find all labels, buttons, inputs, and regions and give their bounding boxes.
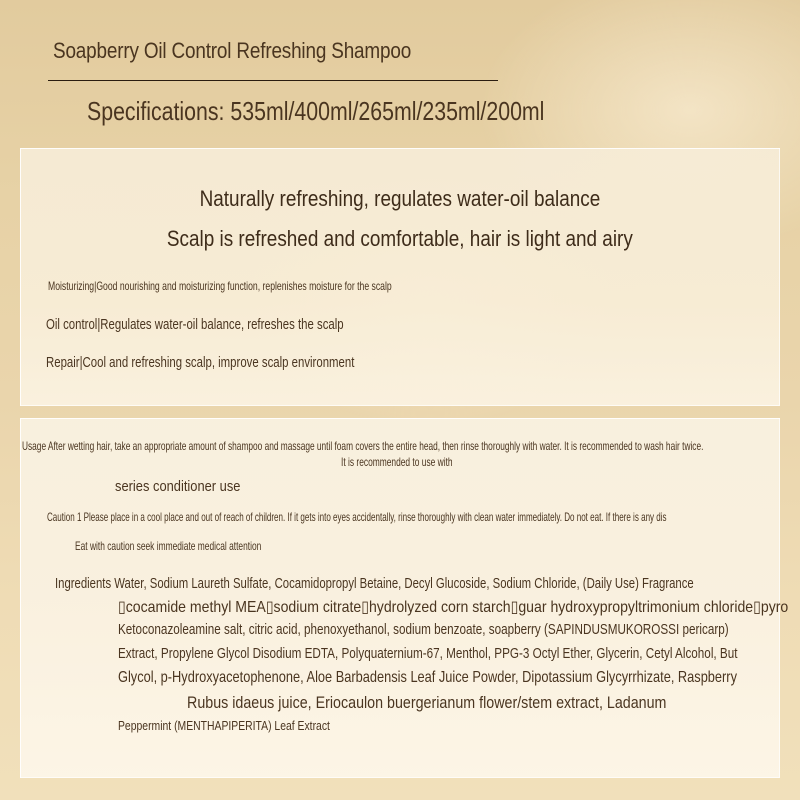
specifications-line bbox=[87, 96, 645, 127]
ingredients-line-6 bbox=[187, 693, 758, 713]
usage-text: series conditioner use bbox=[115, 478, 241, 495]
usage-text: Usage After wetting hair, take an appropriate amount of shampoo and massage until foam covers the entire head, then rinse thoroughly with water. It is recommended to wash hair twice. bbox=[22, 439, 704, 453]
ingredients-text: Extract, Propylene Glycol Disodium EDTA, Polyquaternium-67, Menthol, PPG-3 Octyl Ether, Glycerin, Cetyl Alcohol, But bbox=[118, 645, 738, 662]
ingredients-line-4 bbox=[118, 645, 800, 662]
usage-text: It is recommended to use with bbox=[341, 455, 453, 469]
ingredients-line-1 bbox=[55, 575, 800, 592]
benefits-subheadline bbox=[0, 226, 800, 252]
ingredients-line-7 bbox=[118, 718, 383, 733]
feature-text: Oil control|Regulates water-oil balance, refreshes the scalp bbox=[46, 316, 344, 333]
feature-text: Repair|Cool and refreshing scalp, improve scalp environment bbox=[46, 354, 355, 371]
usage-line-2 bbox=[341, 455, 500, 469]
feature-oil-control bbox=[46, 316, 438, 333]
benefits-headline bbox=[0, 186, 800, 212]
caution-line-1 bbox=[47, 510, 800, 524]
usage-line-1 bbox=[22, 439, 800, 453]
product-title bbox=[53, 38, 469, 64]
feature-text: Moisturizing|Good nourishing and moisturizing function, replenishes moisture for the scalp bbox=[48, 279, 392, 293]
ingredients-text: Peppermint (MENTHAPIPERITA) Leaf Extract bbox=[118, 718, 330, 733]
usage-line-3 bbox=[115, 478, 261, 495]
title-underline-divider bbox=[48, 80, 498, 81]
benefits-headline-text: Naturally refreshing, regulates water-oil balance bbox=[199, 186, 601, 211]
ingredients-line-3 bbox=[118, 621, 800, 638]
ingredients-text: Ingredients Water, Sodium Laureth Sulfate, Cocamidopropyl Betaine, Decyl Glucoside, Sodium Chloride, (Daily Use) Fragrance bbox=[55, 575, 694, 592]
product-title-text: Soapberry Oil Control Refreshing Shampoo bbox=[53, 38, 412, 63]
ingredients-text: Glycol, p-Hydroxyacetophenone, Aloe Barbadensis Leaf Juice Powder, Dipotassium Glycyrrhizate, Raspberry bbox=[118, 669, 737, 686]
ingredients-text: Ketoconazoleamine salt, citric acid, phenoxyethanol, sodium benzoate, soapberry (SAPINDUSMUKOROSSI pericarp) bbox=[118, 621, 729, 638]
benefits-subheadline-text: Scalp is refreshed and comfortable, hair is light and airy bbox=[167, 226, 633, 251]
ingredients-line-2 bbox=[118, 597, 800, 617]
ingredients-text: ▯cocamide methyl MEA▯sodium citrate▯hydrolyzed corn starch▯guar hydroxypropyltrimonium chloride▯pyro bbox=[118, 599, 789, 616]
feature-moisturizing bbox=[48, 279, 525, 293]
caution-text: Eat with caution seek immediate medical attention bbox=[75, 539, 262, 553]
caution-line-2 bbox=[75, 539, 341, 553]
caution-text: Caution 1 Please place in a cool place and out of reach of children. If it gets into eyes accidentally, rinse thoroughly with clean water immediately. Do not eat. If there is any dis bbox=[47, 510, 667, 524]
ingredients-text: Rubus idaeus juice, Eriocaulon buergerianum flower/stem extract, Ladanum bbox=[187, 693, 667, 712]
specifications-text: Specifications: 535ml/400ml/265ml/235ml/200ml bbox=[87, 96, 545, 126]
ingredients-line-5 bbox=[118, 669, 800, 687]
feature-repair bbox=[46, 354, 452, 371]
